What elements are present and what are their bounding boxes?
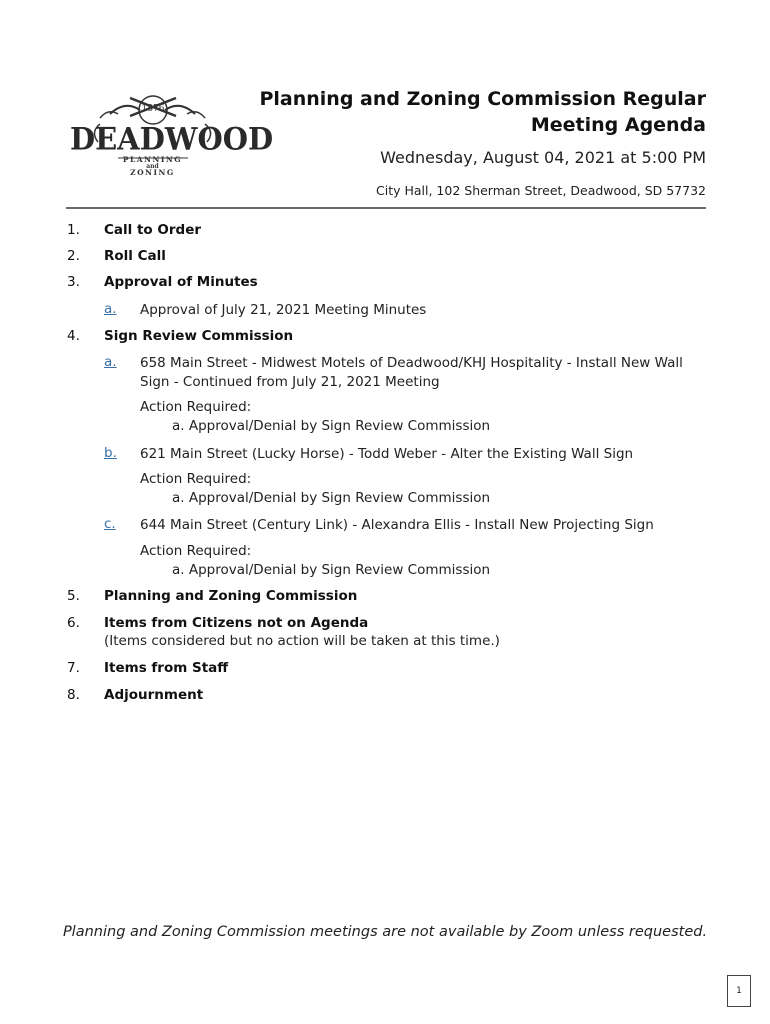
logo-planning: PLANNING [122,155,183,164]
sign-c-text: 644 Main Street (Century Link) - Alexandra Ellis - Install New Projecting Sign [140,517,654,533]
agenda-number: 4. [67,328,80,344]
sign-a-text: 658 Main Street - Midwest Motels of Deadwood/KHJ Hospitality - Install New Wall Sign - Continued from July 21, 2021 Meeting [140,355,683,390]
sign-c-link[interactable]: c. [104,516,116,532]
sign-b-action-label: Action Required: [140,471,252,487]
page-title: Planning and Zoning Commission Regular Meeting Agenda [259,88,706,136]
agenda-item-adjournment: Adjournment [104,687,204,703]
header-divider [66,207,706,209]
minutes-a-link[interactable]: a. [104,301,117,317]
agenda-number: 1. [67,222,80,238]
agenda-number: 7. [67,660,80,676]
zoom-notice: Planning and Zoning Commission meetings are not available by Zoom unless requested. [62,924,708,940]
meeting-date: Wednesday, August 04, 2021 at 5:00 PM [380,148,706,167]
agenda-number: 3. [67,274,80,290]
minutes-a-text: Approval of July 21, 2021 Meeting Minutes [140,302,427,318]
sign-c-action-item: a. Approval/Denial by Sign Review Commission [172,562,491,578]
sign-b-link[interactable]: b. [104,445,117,461]
sign-a-action-item: a. Approval/Denial by Sign Review Commission [172,418,491,434]
agenda-number: 2. [67,248,80,264]
sign-b-text: 621 Main Street (Lucky Horse) - Todd Weber - Alter the Existing Wall Sign [140,446,634,462]
deadwood-logo [70,92,274,177]
logo-year: 1876 [141,104,165,114]
agenda-number: 8. [67,687,80,703]
agenda-item-sign-review: Sign Review Commission [104,328,294,344]
agenda-item-call-to-order: Call to Order [104,222,202,238]
sign-a-action-label: Action Required: [140,399,252,415]
page-number: 1 [727,975,751,1007]
agenda-item-planning-zoning: Planning and Zoning Commission [104,588,358,604]
agenda-item-citizens-note: (Items considered but no action will be taken at this time.) [104,633,500,649]
logo-and: and [146,163,159,170]
logo-zoning: ZONING [130,168,175,177]
agenda-item-roll-call: Roll Call [104,248,166,264]
agenda-item-staff: Items from Staff [104,660,229,676]
agenda-item-citizens: Items from Citizens not on Agenda [104,615,369,631]
meeting-address: City Hall, 102 Sherman Street, Deadwood, SD 57732 [376,183,706,198]
sign-c-action-label: Action Required: [140,543,252,559]
agenda-item-approval-of-minutes: Approval of Minutes [104,274,258,290]
agenda-number: 6. [67,615,80,631]
agenda-number: 5. [67,588,80,604]
sign-a-link[interactable]: a. [104,354,117,370]
sign-b-action-item: a. Approval/Denial by Sign Review Commission [172,490,491,506]
logo-wordmark: DEADWOOD [70,121,274,157]
